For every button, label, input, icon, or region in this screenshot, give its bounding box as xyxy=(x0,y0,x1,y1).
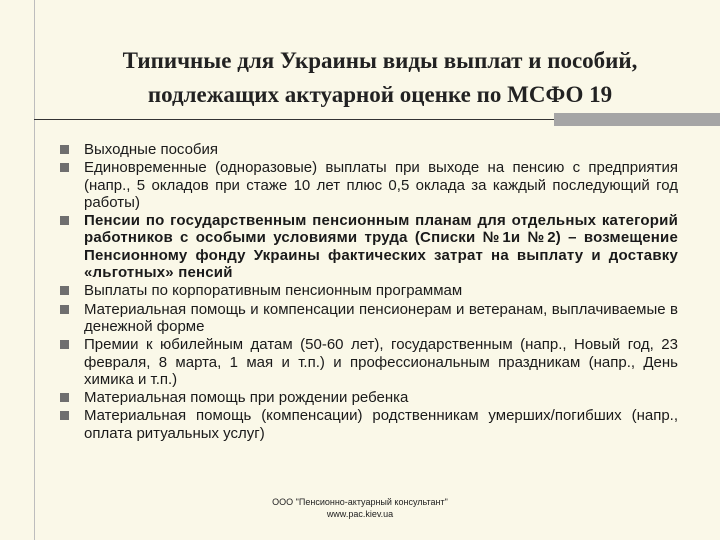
list-item-text: Выплаты по корпоративным пенсионным программам xyxy=(84,282,463,300)
list-item-text: Материальная помощь и компенсации пенсионерам и ветеранам, выплачиваемые в денежной форме xyxy=(84,300,678,335)
square-bullet-icon xyxy=(60,340,69,349)
list-item xyxy=(58,212,678,281)
left-vertical-rule xyxy=(34,0,35,540)
square-bullet-icon xyxy=(60,163,69,172)
list-item xyxy=(58,141,678,158)
list-item xyxy=(58,407,678,442)
title-divider xyxy=(34,119,554,120)
list-item xyxy=(58,336,678,388)
slide-title-line-1: Типичные для Украины виды выплат и пособий, xyxy=(122,48,638,73)
slide-title-line-2: подлежащих актуарной оценке по МСФО 19 xyxy=(147,82,613,107)
footer xyxy=(0,496,720,520)
list-item-text: Единовременные (одноразовые) выплаты при выходе на пенсию с предприятия (напр., 5 окладов при стаже 10 лет плюс 0,5 оклада за каждый последующий год работы) xyxy=(84,159,678,211)
list-item-text: Премии к юбилейным датам (50-60 лет), государственным (напр., Новый год, 23 февраля, 8 марта, 1 мая и т.п.) и профессиональным праздникам (напр., День химика и т.п.) xyxy=(84,336,678,388)
list-item xyxy=(58,282,678,299)
list-item xyxy=(58,389,678,406)
list-item-text: Выходные пособия xyxy=(84,141,219,158)
square-bullet-icon xyxy=(60,305,69,314)
square-bullet-icon xyxy=(60,393,69,402)
list-item-text: Материальная помощь при рождении ребенка xyxy=(84,389,409,407)
slide-title xyxy=(40,44,720,112)
square-bullet-icon xyxy=(60,286,69,295)
square-bullet-icon xyxy=(60,145,69,154)
title-divider-block xyxy=(554,113,720,126)
footer-company: ООО "Пенсионно-актуарный консультант" xyxy=(272,497,448,507)
square-bullet-icon xyxy=(60,411,69,420)
list-item xyxy=(58,159,678,211)
footer-website: www.pac.kiev.ua xyxy=(326,509,394,519)
list-item xyxy=(58,301,678,336)
list-item-text: Пенсии по государственным пенсионным планам для отдельных категорий работников с особыми условиями труда (Списки №1и №2) – возмещение Пенсионному фонду Украины фактических затрат на выплату и доставку «льготных» пенсий xyxy=(84,212,678,282)
square-bullet-icon xyxy=(60,216,69,225)
bullet-list xyxy=(58,141,678,443)
list-item-text: Материальная помощь (компенсации) родственникам умерших/погибших (напр., оплата ритуальных услуг) xyxy=(84,407,678,442)
